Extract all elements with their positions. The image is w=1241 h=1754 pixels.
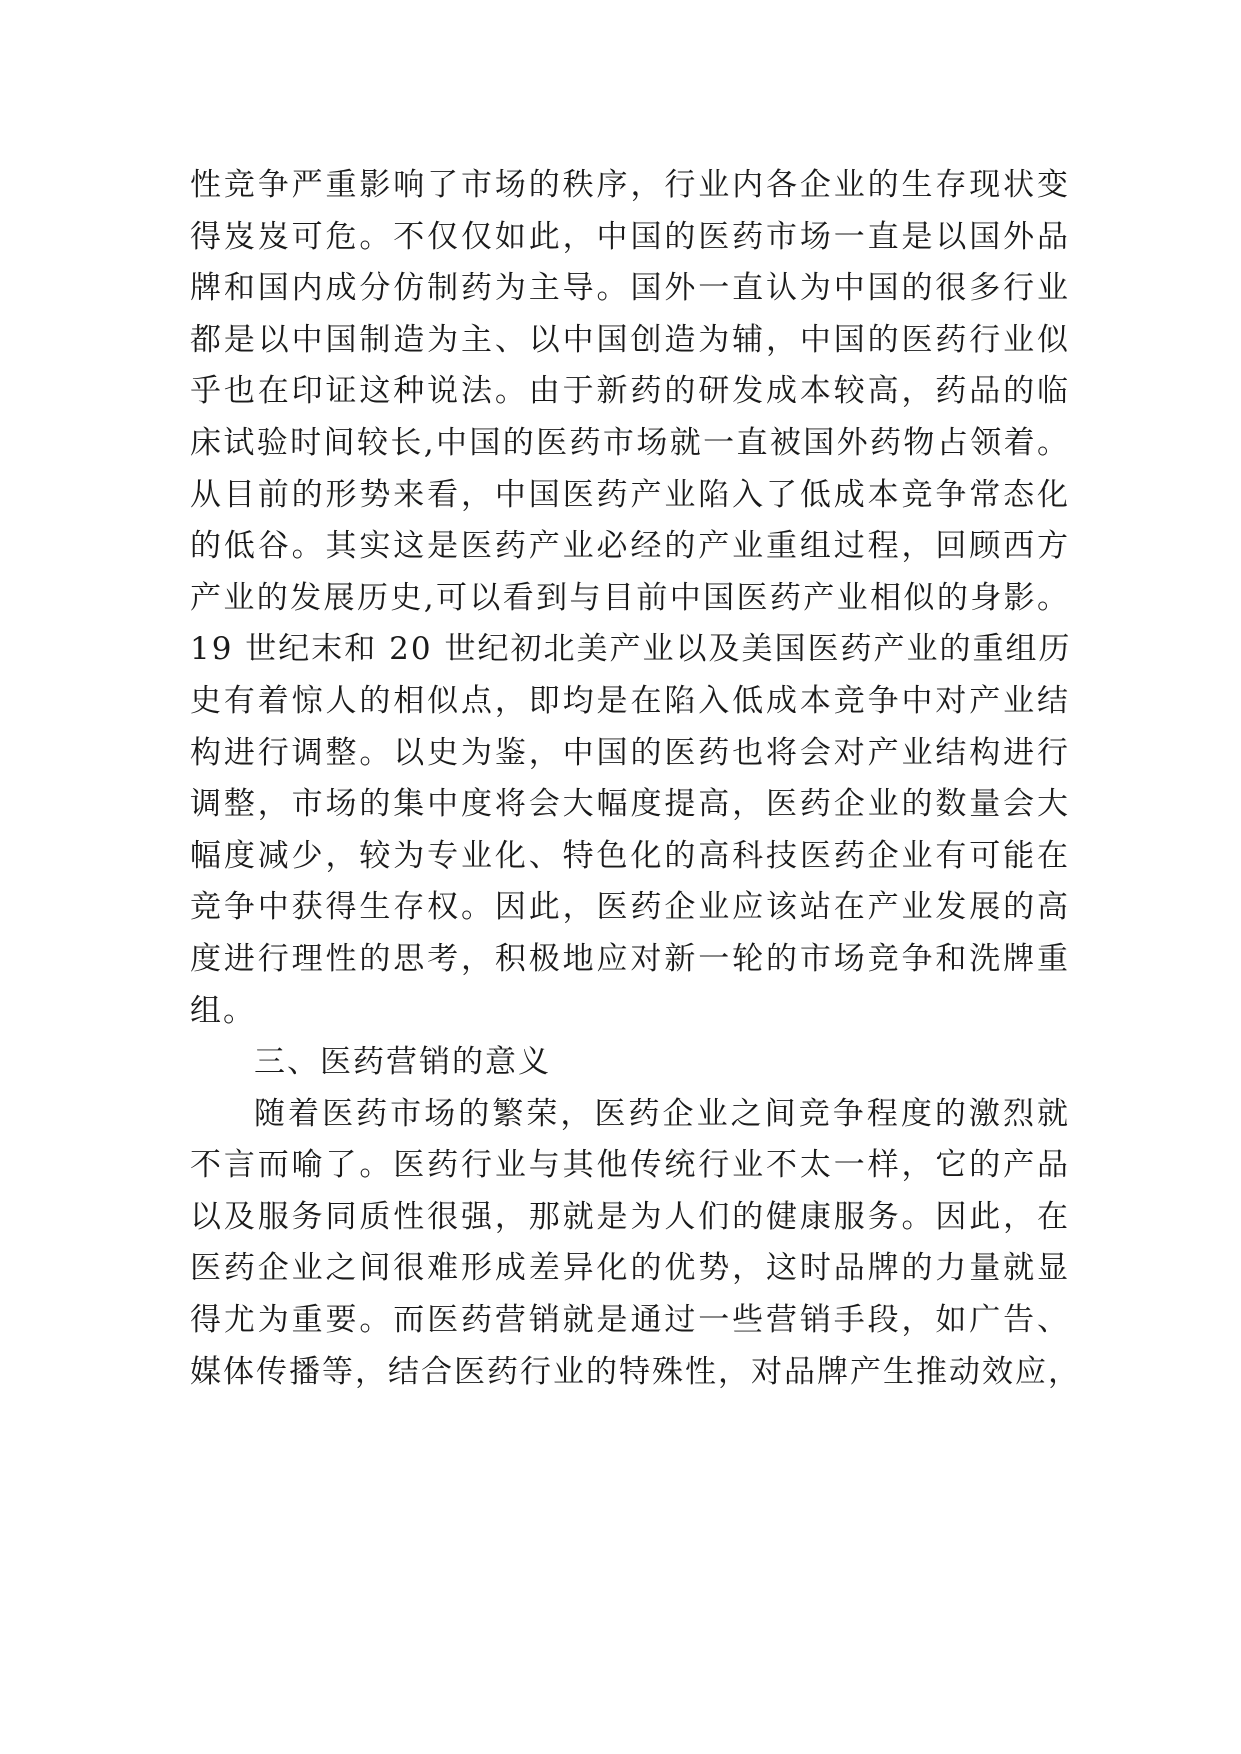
text-line: 随着医药市场的繁荣，医药企业之间竞争程度的激烈就 bbox=[254, 1095, 1070, 1132]
text-line: 乎也在印证这种说法。由于新药的研发成本较高，药品的临 bbox=[190, 373, 1070, 410]
text-line: 从目前的形势来看，中国医药产业陷入了低成本竞争常态化 bbox=[190, 476, 1070, 513]
text-line: 得岌岌可危。不仅仅如此，中国的医药市场一直是以国外品 bbox=[190, 218, 1070, 255]
text-line: 组。 bbox=[190, 992, 256, 1029]
text-line: 19 世纪末和 20 世纪初北美产业以及美国医药产业的重组历 bbox=[190, 631, 1072, 668]
text-line: 牌和国内成分仿制药为主导。国外一直认为中国的很多行业 bbox=[190, 270, 1070, 307]
text-line: 性竞争严重影响了市场的秩序，行业内各企业的生存现状变 bbox=[190, 167, 1070, 203]
text-line: 不言而喻了。医药行业与其他传统行业不太一样，它的产品 bbox=[190, 1147, 1070, 1184]
text-line: 以及服务同质性很强，那就是为人们的健康服务。因此，在 bbox=[190, 1198, 1070, 1235]
text-line: 竞争中获得生存权。因此，医药企业应该站在产业发展的高 bbox=[190, 889, 1070, 926]
text-line: 医药企业之间很难形成差异化的优势，这时品牌的力量就显 bbox=[190, 1250, 1070, 1287]
text-line: 史有着惊人的相似点，即均是在陷入低成本竞争中对产业结 bbox=[190, 682, 1070, 719]
section-heading: 三、医药营销的意义 bbox=[254, 1044, 551, 1081]
text-line: 度进行理性的思考，积极地应对新一轮的市场竞争和洗牌重 bbox=[190, 940, 1070, 977]
text-line: 的低谷。其实这是医药产业必经的产业重组过程，回顾西方 bbox=[190, 528, 1070, 565]
body-text bbox=[190, 160, 1081, 1398]
text-line: 媒体传播等，结合医药行业的特殊性，对品牌产生推动效应， bbox=[190, 1353, 1081, 1390]
text-line: 产业的发展历史,可以看到与目前中国医药产业相似的身影。 bbox=[190, 579, 1070, 616]
text-line: 幅度减少，较为专业化、特色化的高科技医药企业有可能在 bbox=[190, 837, 1070, 874]
text-line: 得尤为重要。而医药营销就是通过一些营销手段，如广告、 bbox=[190, 1302, 1070, 1339]
text-line: 都是以中国制造为主、以中国创造为辅，中国的医药行业似 bbox=[190, 321, 1070, 358]
text-line: 构进行调整。以史为鉴，中国的医药也将会对产业结构进行 bbox=[190, 734, 1070, 771]
text-line: 调整，市场的集中度将会大幅度提高，医药企业的数量会大 bbox=[190, 786, 1070, 823]
text-line: 床试验时间较长,中国的医药市场就一直被国外药物占领着。 bbox=[190, 424, 1070, 461]
